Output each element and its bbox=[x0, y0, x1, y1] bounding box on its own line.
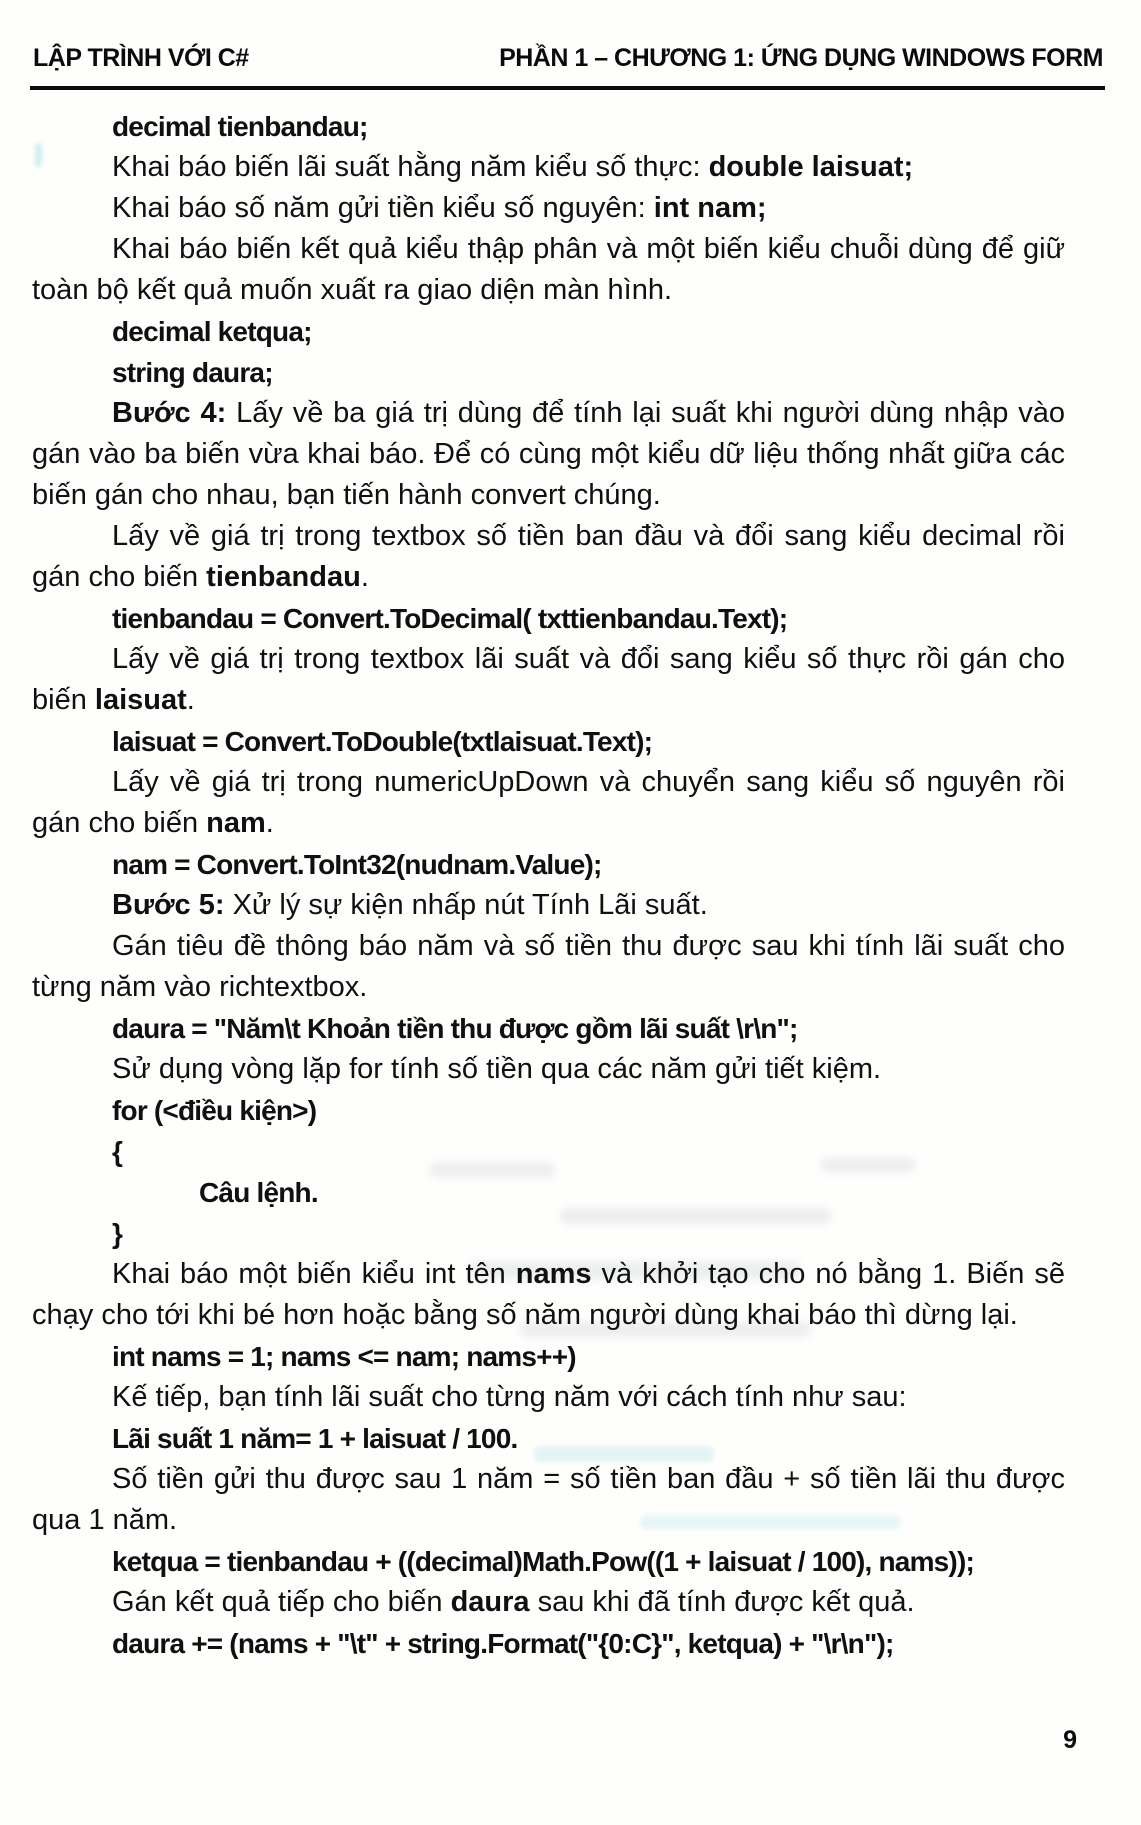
paragraph bbox=[32, 188, 1065, 229]
text-run: . bbox=[360, 561, 369, 593]
code-line: ketqua = tienbandau + ((decimal)Math.Pow((1 + laisuat / 100), nams)); bbox=[112, 1546, 975, 1577]
paragraph bbox=[32, 885, 1065, 926]
code-line: nam = Convert.ToInt32(nudnam.Value); bbox=[112, 849, 602, 880]
bold-text: tienbandau bbox=[206, 561, 361, 593]
paragraph bbox=[32, 1254, 1065, 1336]
code-line: int nams = 1; nams <= nam; nams++) bbox=[112, 1341, 576, 1372]
bold-text: nams bbox=[515, 1258, 592, 1290]
document-body bbox=[32, 106, 1065, 1664]
bold-text: double laisuat; bbox=[708, 151, 914, 183]
page-number: 9 bbox=[1063, 1726, 1077, 1754]
code-line: } bbox=[112, 1218, 123, 1249]
code-line: tienbandau = Convert.ToDecimal( txttienbandau.Text); bbox=[112, 603, 788, 634]
running-header-left: LẬP TRÌNH VỚI C# bbox=[33, 44, 249, 72]
paragraph bbox=[32, 1582, 1065, 1623]
bold-text: laisuat bbox=[94, 684, 187, 716]
text-run: . bbox=[186, 684, 195, 716]
paragraph bbox=[32, 639, 1065, 721]
bold-text: Bước 4: bbox=[112, 397, 227, 429]
text-run: Xử lý sự kiện nhấp nút Tính Lãi suất. bbox=[224, 889, 708, 921]
paragraph bbox=[32, 393, 1065, 516]
paragraph bbox=[32, 1377, 1065, 1418]
text-run: Số tiền gửi thu được sau 1 năm = số tiền ban đầu + số tiền lãi thu được qua 1 năm. bbox=[32, 1463, 1065, 1536]
code-line: daura += (nams + "\t" + string.Format("{0:C}", ketqua) + "\r\n"); bbox=[112, 1628, 894, 1659]
bold-text: nam bbox=[206, 807, 266, 839]
code-line: daura = "Năm\t Khoản tiền thu được gồm lãi suất \r\n"; bbox=[112, 1013, 798, 1044]
text-run: Sử dụng vòng lặp for tính số tiền qua các năm gửi tiết kiệm. bbox=[112, 1053, 882, 1085]
text-run: Khai báo số năm gửi tiền kiểu số nguyên: bbox=[112, 192, 654, 224]
text-run: Lấy về giá trị trong textbox lãi suất và đổi sang kiểu số thực rồi gán cho biến bbox=[32, 643, 1065, 716]
code-line: Lãi suất 1 năm= 1 + laisuat / 100. bbox=[112, 1423, 518, 1454]
text-run: Lấy về ba giá trị dùng để tính lại suất khi người dùng nhập vào gán vào ba biến vừa khai báo. Để có cùng một kiểu dữ liệu thống nhất giữa các biến gán cho nhau, bạn tiến hành convert chúng. bbox=[32, 397, 1066, 511]
text-run: Lấy về giá trị trong textbox số tiền ban đầu và đổi sang kiểu decimal rồi gán cho biến bbox=[32, 520, 1065, 593]
text-run: Gán kết quả tiếp cho biến bbox=[112, 1586, 451, 1618]
text-run: sau khi đã tính được kết quả. bbox=[529, 1586, 915, 1618]
bold-text: Bước 5: bbox=[112, 889, 225, 921]
code-line: decimal tienbandau; bbox=[112, 111, 368, 142]
code-line: Câu lệnh. bbox=[199, 1177, 318, 1208]
bold-text: int nam; bbox=[653, 192, 767, 224]
bold-text: daura bbox=[450, 1586, 530, 1618]
paragraph bbox=[32, 1459, 1065, 1541]
header-rule bbox=[30, 86, 1105, 90]
code-line: laisuat = Convert.ToDouble(txtlaisuat.Text); bbox=[112, 726, 653, 757]
code-line: string daura; bbox=[112, 357, 273, 388]
running-header-right: PHẦN 1 – CHƯƠNG 1: ỨNG DỤNG WINDOWS FORM bbox=[499, 44, 1103, 72]
paragraph bbox=[32, 1049, 1065, 1090]
code-line: { bbox=[112, 1136, 123, 1167]
paragraph bbox=[32, 147, 1065, 188]
text-run: . bbox=[265, 807, 274, 839]
text-run: Khai báo biến lãi suất hằng năm kiểu số thực: bbox=[112, 151, 709, 183]
code-line: for (<điều kiện>) bbox=[112, 1095, 317, 1126]
paragraph bbox=[32, 926, 1065, 1008]
text-run: Lấy về giá trị trong numericUpDown và chuyển sang kiểu số nguyên rồi gán cho biến bbox=[32, 766, 1065, 839]
code-line: decimal ketqua; bbox=[112, 316, 312, 347]
paragraph bbox=[32, 229, 1065, 311]
text-run: Gán tiêu đề thông báo năm và số tiền thu được sau khi tính lãi suất cho từng năm vào richtextbox. bbox=[32, 930, 1065, 1003]
text-run: Kế tiếp, bạn tính lãi suất cho từng năm với cách tính như sau: bbox=[112, 1381, 907, 1413]
paragraph bbox=[32, 762, 1065, 844]
text-run: Khai báo biến kết quả kiểu thập phân và một biến kiểu chuỗi dùng để giữ toàn bộ kết quả muốn xuất ra giao diện màn hình. bbox=[32, 233, 1065, 306]
paragraph bbox=[32, 516, 1065, 598]
text-run: và khởi tạo cho nó bằng 1. Biến sẽ chạy cho tới khi bé hơn hoặc bằng số năm người dùng khai báo thì dừng lại. bbox=[32, 1258, 1066, 1331]
text-run: Khai báo một biến kiểu int tên bbox=[112, 1258, 516, 1290]
